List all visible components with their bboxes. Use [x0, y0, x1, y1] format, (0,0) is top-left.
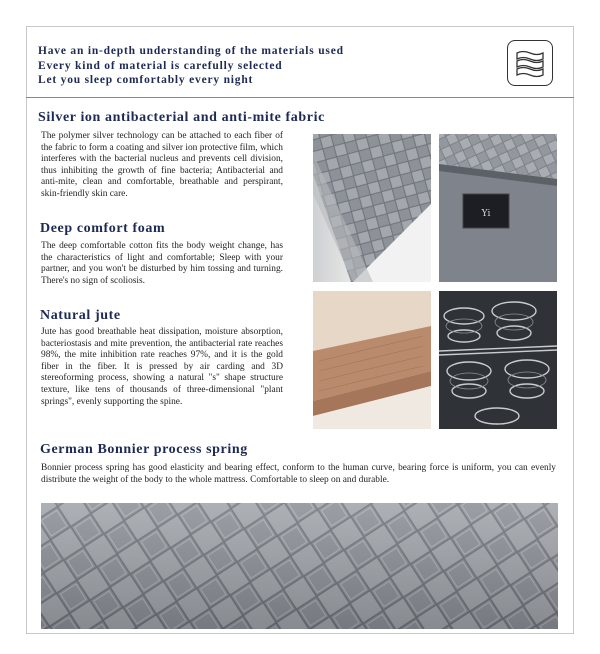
intro-text: [38, 44, 344, 88]
intro-line-3: Let you sleep comfortably every night: [38, 74, 254, 86]
foam-jute-layer-photo: [313, 291, 431, 429]
comfort-foam-text: The deep comfortable cotton fits the body weight change, has the characteristics of light and comfortable; Sleep with your partner, and you won't be disturbed by him tossing and turning. There's no sign of scoliosis.: [41, 241, 283, 286]
bonnier-spring-text: Bonnier process spring has good elasticity and bearing effect, conform to the human curve, bearing force is uniform, you can evenly distribute the weight of the body to the whole mattress. Comfortable to sleep on and durable.: [41, 463, 556, 485]
natural-jute-text: Jute has good breathable heat dissipation, moisture absorption, bacteriostasis and mite prevention, the antibacterial rate reaches 98%, the mite inhibition rate reaches 97%, and it is the gold fiber in the fiber. It is pressed by air carding and 3D stereoforming process, showing a natural "s" shape structure texture, like tens of thousands of three-dimensional "plant springs", evenly supporting the spine.: [41, 327, 283, 407]
mattress-label-photo: [439, 134, 557, 282]
intro-line-2: Every kind of material is carefully selected: [38, 59, 283, 72]
quilted-fabric-photo: [313, 134, 431, 282]
natural-jute-title: Natural jute: [40, 308, 121, 323]
quilted-fabric-banner-photo: [41, 503, 558, 629]
bonnell-spring-photo: [439, 291, 557, 429]
silver-fabric-title: Silver ion antibacterial and anti-mite fabric: [38, 110, 325, 125]
mattress-label-brand: Yi: [481, 209, 491, 219]
intro-line-1: Have an in-depth understanding of the materials used: [38, 45, 344, 57]
silver-fabric-text: The polymer silver technology can be attached to each fiber of the fabric to form a coating and silver ion protective film, which interferes with the bacterial nucleus and prevents cell division, thus inhibiting the growth of fine bacteria; Antibacterial and anti-mite, clean and comfortable, breathable and perspirant, skin-friendly skin care.: [41, 131, 283, 199]
comfort-foam-title: Deep comfort foam: [40, 221, 166, 236]
header-divider: [26, 97, 574, 98]
bonnier-spring-title: German Bonnier process spring: [40, 442, 248, 457]
layered-fabric-icon: [507, 40, 553, 86]
